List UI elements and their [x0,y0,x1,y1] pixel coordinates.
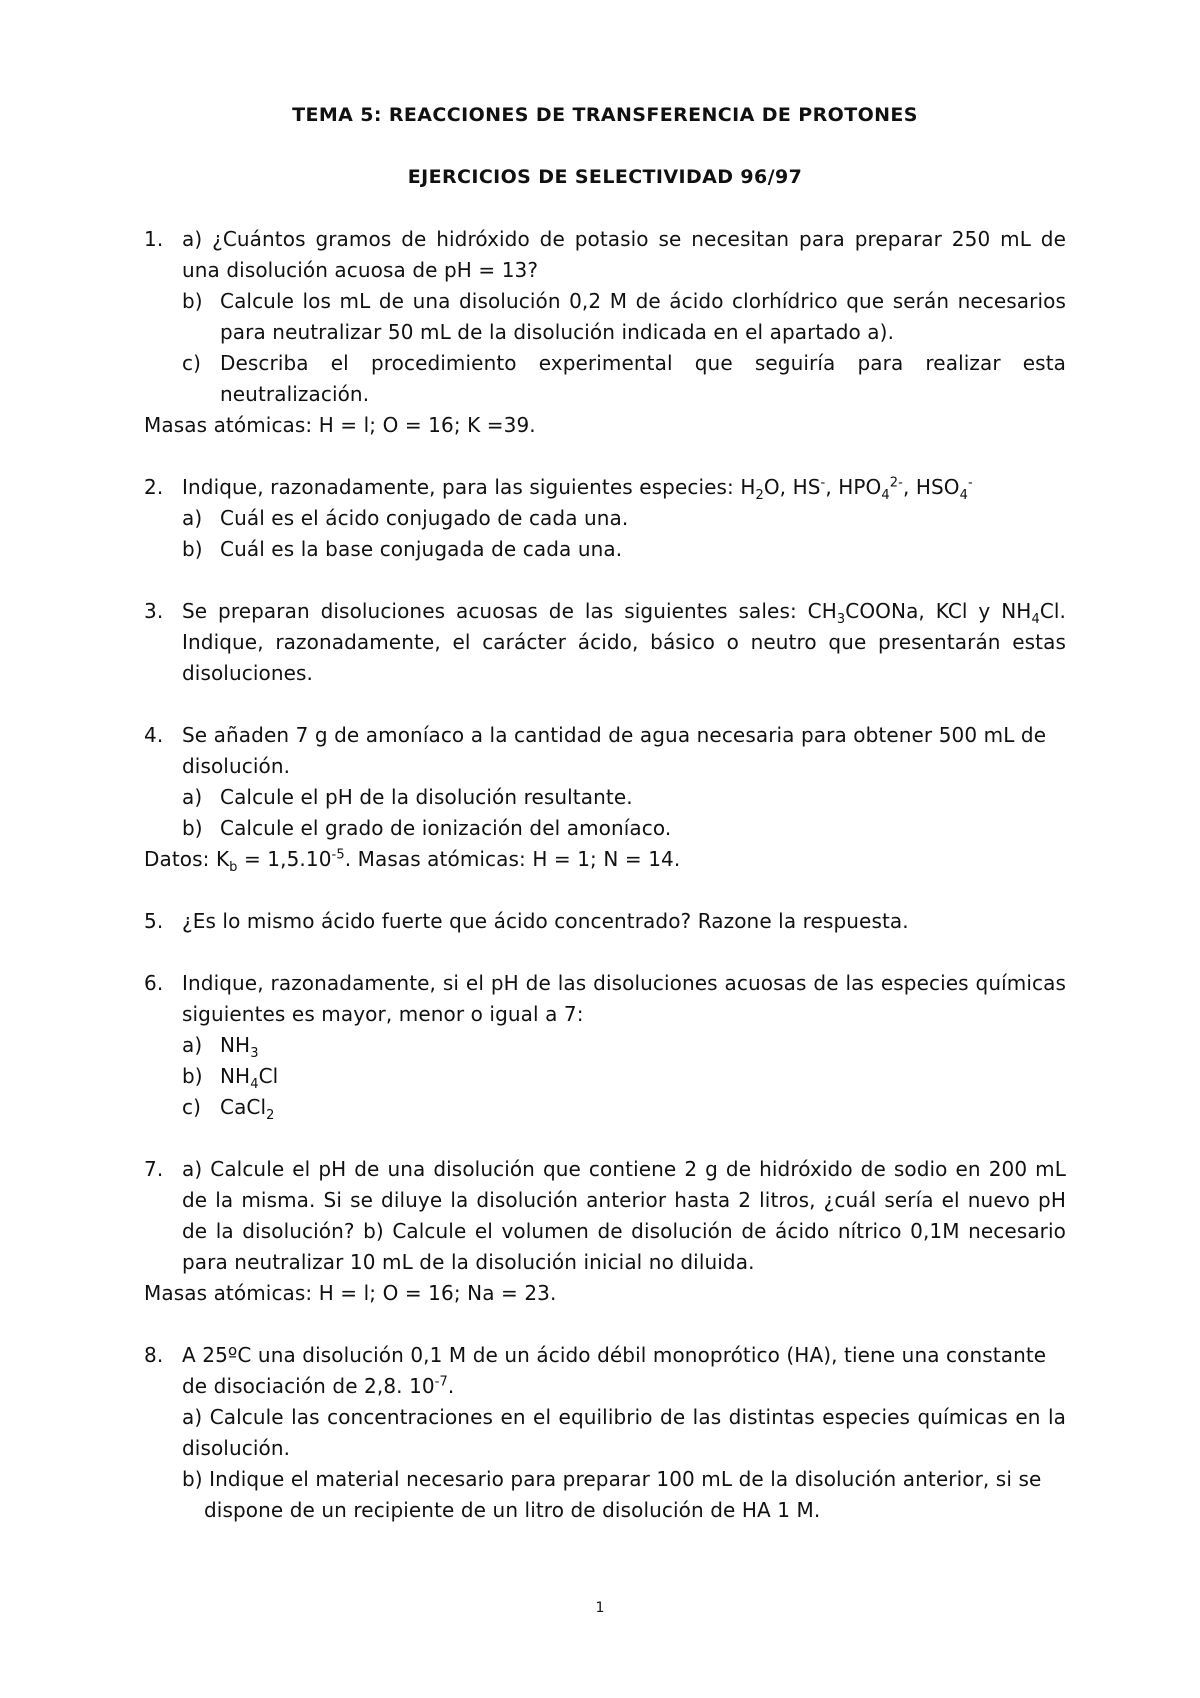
exercise-2-part-b [144,534,1066,565]
exercise-number: 8. [144,1343,164,1367]
part-label: b) [182,816,203,840]
exercise-number: 2. [144,475,164,499]
part-text: Cuál es el ácido conjugado de cada una. [220,506,629,530]
exercise-1-data: Masas atómicas: H = l; O = 16; K =39. [144,413,536,437]
exercise-6-intro: Indique, razonadamente, si el pH de las disoluciones acuosas de las especies químicas siguientes es mayor, menor o igual a 7: [182,971,1066,1026]
exercise-1 [144,224,1066,410]
formula-text: , HSO [902,475,960,499]
page-number: 1 [595,1600,605,1616]
exercise-2-part-a [144,503,1066,534]
exercise-text: A 25ºC una disolución 0,1 M de un ácido débil monoprótico (HA), tiene una constante de disociación de 2,8. 10 [182,1343,1047,1398]
subscript: 4 [1031,612,1040,627]
exercise-4 [144,720,1066,782]
part-text: Cuál es la base conjugada de cada una. [220,537,623,561]
data-text: . Masas atómicas: H = 1; N = 14. [344,847,681,871]
part-text: Calcule los mL de una disolución 0,2 M de ácido clorhídrico que serán necesarios para neutralizar 50 mL de la disolución indicada en el apartado a). [220,289,1066,344]
subscript: 4 [881,488,890,503]
part-text: Describa el procedimiento experimental que seguiría para realizar esta neutralización. [220,351,1066,406]
data-text: Datos: K [144,847,230,871]
exercise-text: . [447,1374,455,1398]
exercise-number: 3. [144,599,164,623]
superscript: - [820,475,826,491]
exercise-number: 1. [144,227,164,251]
exercise-text: ¿Es lo mismo ácido fuerte que ácido concentrado? Razone la respuesta. [182,909,909,933]
exercise-2 [144,472,1066,503]
exercise-6-part-b [144,1061,1066,1092]
subscript: 2 [266,1108,275,1123]
document-page [144,100,1066,1526]
exercise-4-part-a [144,782,1066,813]
subscript: 4 [959,488,969,503]
exercise-7 [144,1154,1066,1278]
exercise-4-intro: Se añaden 7 g de amoníaco a la cantidad de agua necesaria para obtener 500 mL de disolución. [182,723,1047,778]
exercise-1-part-b [182,286,1066,348]
part-text: Calcule el grado de ionización del amoníaco. [220,816,672,840]
part-label: a) [182,1033,203,1057]
intro-text: Indique, razonadamente, para las siguientes especies: H [182,475,756,499]
subscript: 2 [755,488,764,503]
part-label: b) [182,289,203,313]
part-label: a) [182,785,203,809]
exercise-7-text: a) Calcule el pH de una disolución que contiene 2 g de hidróxido de sodio en 200 mL de la misma. Si se diluye la disolución anterior hasta 2 litros, ¿cuál sería el nuevo pH de la disolución? b) Calcule el volumen de disolución de ácido nítrico 0,1M necesario para neutralizar 10 mL de la disolución inicial no diluida. [182,1157,1066,1274]
exercise-8-part-b: b) Indique el material necesario para preparar 100 mL de la disolución anterior, si se dispone de un recipiente de un litro de disolución de HA 1 M. [182,1467,1042,1522]
formula-text: Cl [258,1064,279,1088]
exercise-number: 5. [144,909,164,933]
exercise-1-part-a: a) ¿Cuántos gramos de hidróxido de potasio se necesitan para preparar 250 mL de una disolución acuosa de pH = 13? [182,227,1066,282]
formula-text: , HPO [825,475,882,499]
document-subtitle: EJERCICIOS DE SELECTIVIDAD 96/97 [407,166,803,188]
exercise-6 [144,968,1066,1030]
subscript: b [229,860,238,875]
subscript: 3 [836,612,846,627]
data-text: = 1,5.10 [237,847,332,871]
exercise-1-part-c [182,348,1066,410]
exercise-8 [144,1340,1066,1526]
exercise-5 [144,906,1066,937]
subscript: 4 [250,1077,259,1092]
part-label: c) [182,1095,201,1119]
exercise-text: Se preparan disoluciones acuosas de las siguientes sales: CH [182,599,837,623]
superscript: 2- [889,475,903,491]
formula-text: NH [220,1064,251,1088]
exercise-4-data [144,844,1066,875]
formula-text: O, HS [763,475,821,499]
formula-text: CaCl [220,1095,267,1119]
part-label: b) [182,537,203,561]
exercise-text: COONa, KCl y NH [845,599,1032,623]
exercise-7-data: Masas atómicas: H = l; O = 16; Na = 23. [144,1281,557,1305]
exercise-6-part-a [144,1030,1066,1061]
part-label: a) [182,506,203,530]
part-label: c) [182,351,201,375]
superscript: -5 [331,847,345,863]
subscript: 3 [250,1046,259,1061]
exercise-number: 6. [144,971,164,995]
exercise-2-intro [182,472,1066,503]
part-label: b) [182,1064,203,1088]
exercise-8-part-a: a) Calcule las concentraciones en el equilibrio de las distintas especies químicas en la disolución. [182,1405,1066,1460]
exercise-text: Cl. Indique, razonadamente, el carácter ácido, básico o neutro que presentarán estas disoluciones. [182,599,1066,685]
exercise-number: 7. [144,1157,164,1181]
exercise-number: 4. [144,723,164,747]
formula-text: NH [220,1033,251,1057]
exercise-3 [144,596,1066,689]
superscript: - [968,475,973,491]
part-text: Calcule el pH de la disolución resultante. [220,785,633,809]
exercise-4-part-b [144,813,1066,844]
document-title: TEMA 5: REACCIONES DE TRANSFERENCIA DE PROTONES [292,104,918,126]
exercise-6-part-c [144,1092,1066,1123]
superscript: -7 [434,1374,448,1390]
exercise-8-intro [182,1340,1066,1402]
